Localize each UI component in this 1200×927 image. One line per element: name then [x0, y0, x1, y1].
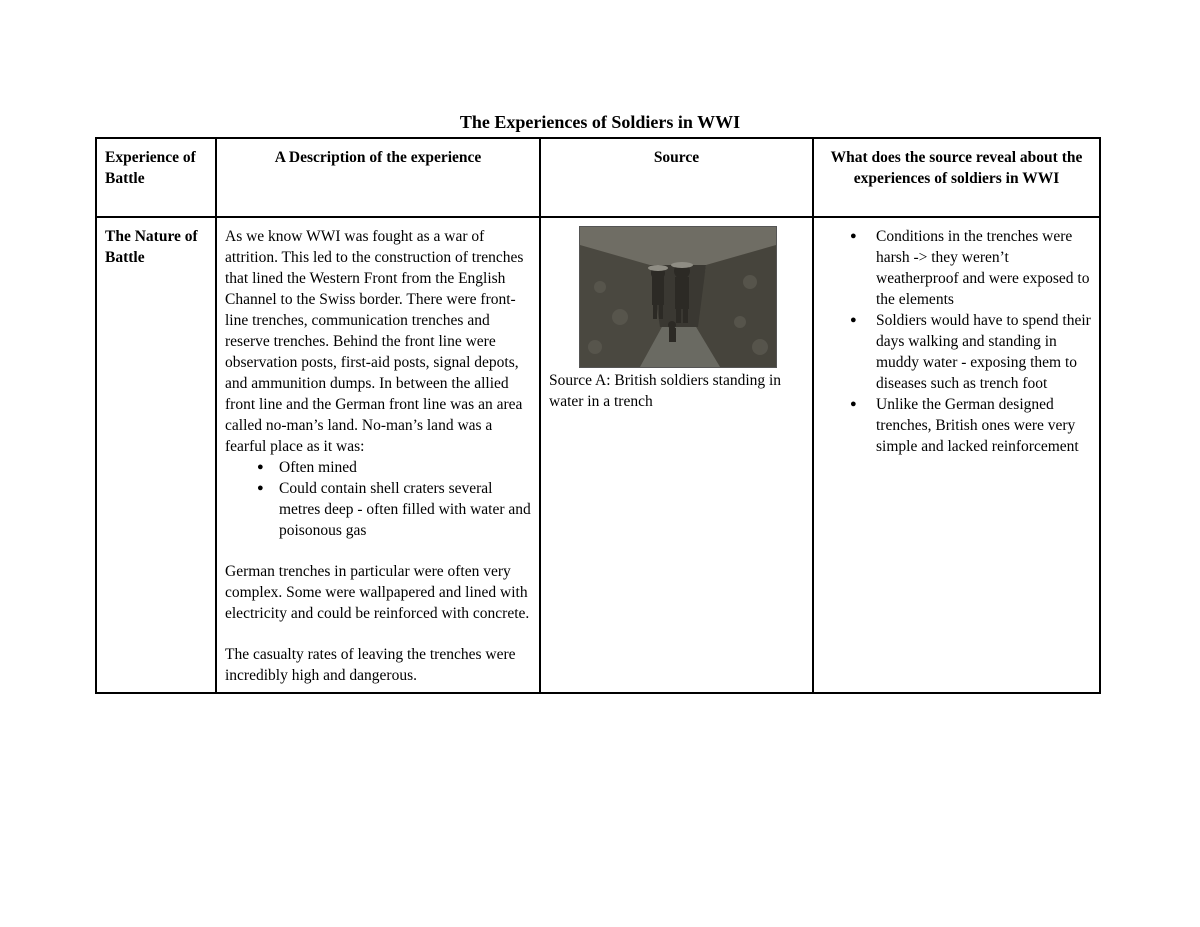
description-intro: As we know WWI was fought as a war of attrition. This led to the construction of trenches that lined the Western Front from the English Channel to the Swiss border. There were front-line trenches, communication trenches and reserve trenches. Behind the front line were observation posts, first-aid posts, signal depots, and ammunition dumps. In between the allied front line and the German front line was an area called no-man’s land. No-man’s land was a fearful place as it was: — [225, 228, 524, 455]
description-cell — [216, 217, 540, 693]
document-title: The Experiences of Soldiers in WWI — [459, 112, 741, 132]
experiences-table — [95, 137, 1101, 694]
header-source: Source — [540, 138, 813, 217]
description-paragraph-3: The casualty rates of leaving the trenches were incredibly high and dangerous. — [225, 646, 516, 684]
no-mans-land-bullets — [225, 457, 531, 541]
description-paragraph-2: German trenches in particular were often very complex. Some were wallpapered and lined with electricity and could be reinforced with concrete. — [225, 563, 530, 622]
reveal-cell — [813, 217, 1100, 693]
source-caption: Source A: British soldiers standing in water in a trench — [549, 372, 782, 410]
list-item: ● Often mined — [225, 457, 531, 478]
list-item: ● Unlike the German designed trenches, British ones were very simple and lacked reinforcement — [822, 394, 1091, 457]
table-header-row — [96, 138, 1100, 217]
row-label: The Nature of Battle — [96, 217, 216, 693]
header-description: A Description of the experience — [216, 138, 540, 217]
source-cell — [540, 217, 813, 693]
reveal-bullets — [822, 226, 1091, 457]
table-row — [96, 217, 1100, 693]
list-item: ● Conditions in the trenches were harsh -> they weren’t weatherproof and were exposed to the elements — [822, 226, 1091, 310]
trench-photo — [579, 226, 777, 368]
header-reveal: What does the source reveal about the experiences of soldiers in WWI — [813, 138, 1100, 217]
list-item: ● Soldiers would have to spend their days walking and standing in muddy water - exposing them to diseases such as trench foot — [822, 310, 1091, 394]
list-item: ● Could contain shell craters several metres deep - often filled with water and poisonous gas — [225, 478, 531, 541]
header-experience: Experience of Battle — [96, 138, 216, 217]
